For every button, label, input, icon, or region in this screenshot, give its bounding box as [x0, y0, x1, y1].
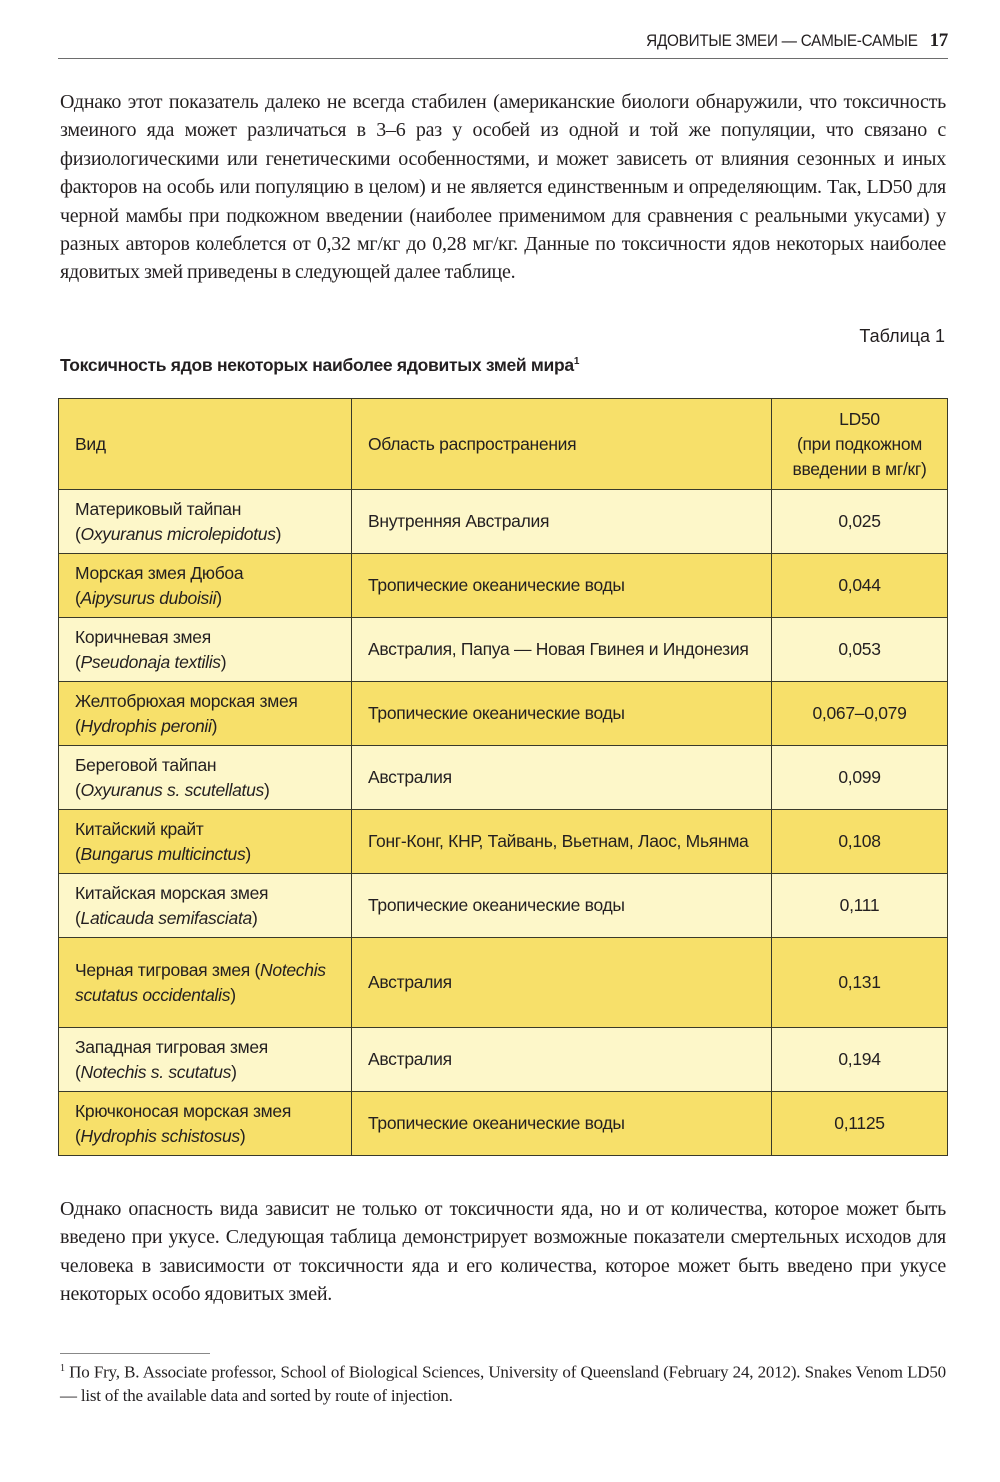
header-ld50-line1: LD50 [839, 408, 880, 429]
species-common-name: Желтобрюхая морская змея [75, 690, 298, 711]
species-latin-close: ) [231, 1061, 237, 1082]
species-latin-close: ) [251, 907, 258, 928]
ld50-cell: 0,099 [772, 746, 948, 810]
table-header-row [59, 399, 948, 490]
ld50-cell: 0,111 [772, 874, 948, 938]
species-latin-open: ( [75, 907, 81, 928]
region-cell: Тропические океанические воды [352, 1092, 772, 1156]
species-latin-open: ( [75, 1125, 81, 1146]
species-cell [59, 1092, 352, 1156]
species-latin-close: ) [245, 843, 251, 864]
table-row [59, 618, 948, 682]
species-latin-close: ) [220, 651, 227, 672]
species-latin-close: ) [275, 523, 282, 544]
table-row [59, 938, 948, 1028]
species-latin-open: ( [75, 587, 81, 608]
species-cell [59, 618, 352, 682]
footnote-divider [60, 1353, 210, 1354]
species-latin-name: Bungarus multicinctus [80, 843, 246, 864]
footnote-mark: 1 [60, 1363, 65, 1374]
ld50-cell: 0,025 [772, 490, 948, 554]
ld50-cell: 0,044 [772, 554, 948, 618]
table-row [59, 1028, 948, 1092]
table-body [59, 490, 948, 1156]
species-latin-name: Hydrophis schistosus [80, 1125, 240, 1146]
region-cell: Австралия [352, 1028, 772, 1092]
species-latin-open: ( [75, 1061, 81, 1082]
table-row [59, 554, 948, 618]
species-cell [59, 554, 352, 618]
ld50-cell: 0,1125 [772, 1092, 948, 1156]
body-paragraph-intro: Однако этот показатель далеко не всегда стабилен (американские биологи обнаружили, что токсичность змеиного яда может различаться в 3–6 раз у особей из одной и той же популяции, что связано с физиологическими или генетическими особенностями, и может зависеть от влияния сезонных и иных факторов на особь или популяцию в целом) и не является единственным и определяющим. Так, LD50 для черной мамбы при подкожном введении (наиболее применимом для сравнения с реальными укусами) у разных авторов колеблется от 0,32 мг/кг до 0,28 мг/кг. Данные по токсичности ядов некоторых наиболее ядовитых змей приведены в следующей далее таблице. [60, 91, 946, 284]
ld50-cell: 0,131 [772, 938, 948, 1028]
species-cell [59, 682, 352, 746]
species-common-name: Морская змея Дюбоа [75, 562, 244, 583]
table-caption [60, 355, 579, 376]
species-latin-open: ( [254, 959, 261, 980]
species-latin-name: Aipysurus duboisii [80, 587, 217, 608]
species-cell [59, 938, 352, 1028]
species-common-name: Материковый тайпан [75, 498, 242, 519]
region-cell: Австралия, Папуа — Новая Гвинея и Индонезия [352, 618, 772, 682]
species-latin-close: ) [211, 715, 218, 736]
species-common-name: Западная тигровая змея [75, 1036, 268, 1057]
header-ld50 [772, 399, 948, 490]
table-row [59, 810, 948, 874]
species-latin-close: ) [230, 984, 236, 1005]
header-species: Вид [59, 399, 352, 490]
footnote-text: По Fry, B. Associate professor, School of Biological Sciences, University of Queensland (February 24, 2012). Snakes Venom LD50 — list of the available data and sorted by route of injection. [60, 1362, 946, 1405]
region-cell: Гонг-Конг, КНР, Тайвань, Вьетнам, Лаос, Мьянма [352, 810, 772, 874]
region-cell: Австралия [352, 746, 772, 810]
species-common-name: Крючконосая морская змея [75, 1100, 292, 1121]
species-latin-open: ( [75, 523, 81, 544]
species-latin-open: ( [75, 779, 81, 800]
region-cell: Тропические океанические воды [352, 682, 772, 746]
ld50-cell: 0,067–0,079 [772, 682, 948, 746]
species-latin-open: ( [75, 651, 81, 672]
table-caption-text: Токсичность ядов некоторых наиболее ядовитых змей мира [60, 355, 574, 375]
table-row [59, 874, 948, 938]
running-head-title: ЯДОВИТЫЕ ЗМЕИ — САМЫЕ-САМЫЕ [646, 31, 918, 50]
table-label: Таблица 1 [859, 326, 945, 346]
species-cell [59, 490, 352, 554]
header-ld50-line3: введении в мг/кг) [792, 458, 927, 479]
species-latin-close: ) [239, 1125, 246, 1146]
species-common-name: Китайская морская змея [75, 882, 269, 903]
species-latin-name: Notechis s. scutatus [80, 1061, 232, 1082]
species-common-name: Китайский крайт [75, 818, 204, 839]
table-row [59, 1092, 948, 1156]
species-latin-name: Oxyuranus s. scutellatus [80, 779, 264, 800]
running-head [58, 30, 948, 59]
table-row [59, 682, 948, 746]
species-common-name: Черная тигровая змея [75, 959, 250, 980]
species-latin-name: Laticauda semifasciata [80, 907, 252, 928]
footnote-ref[interactable]: 1 [573, 356, 580, 368]
species-latin-close: ) [216, 587, 222, 608]
species-latin-name: Oxyuranus microlepidotus [80, 523, 276, 544]
species-latin-close: ) [263, 779, 270, 800]
body-paragraph-followup: Однако опасность вида зависит не только от токсичности яда, но и от количества, которое может быть введено при укусе. Следующая таблица демонстрирует возможные показатели смертельных исходов для человека в зависимости от токсичности яда и его количества, которое может быть введено при укусе некоторых особо ядовитых змей. [60, 1198, 946, 1306]
region-cell: Австралия [352, 938, 772, 1028]
species-cell [59, 810, 352, 874]
species-common-name: Береговой тайпан [75, 754, 217, 775]
species-latin-name: Pseudonaja textilis [80, 651, 221, 672]
region-cell: Внутренняя Австралия [352, 490, 772, 554]
venom-toxicity-table [58, 398, 948, 1156]
region-cell: Тропические океанические воды [352, 874, 772, 938]
ld50-cell: 0,053 [772, 618, 948, 682]
species-latin-name: Notechis scutatus occidentalis [75, 959, 326, 1005]
page-number: 17 [929, 30, 948, 51]
species-cell [59, 746, 352, 810]
species-latin-name: Hydrophis peronii [80, 715, 212, 736]
species-latin-open: ( [75, 715, 81, 736]
table-row [59, 490, 948, 554]
header-region: Область распространения [352, 399, 772, 490]
table-row [59, 746, 948, 810]
header-ld50-line2: (при подкожном [796, 433, 923, 454]
footnote [60, 1357, 946, 1407]
region-cell: Тропические океанические воды [352, 554, 772, 618]
ld50-cell: 0,108 [772, 810, 948, 874]
species-common-name: Коричневая змея [75, 626, 211, 647]
ld50-cell: 0,194 [772, 1028, 948, 1092]
species-cell [59, 1028, 352, 1092]
species-latin-open: ( [75, 843, 81, 864]
species-cell [59, 874, 352, 938]
